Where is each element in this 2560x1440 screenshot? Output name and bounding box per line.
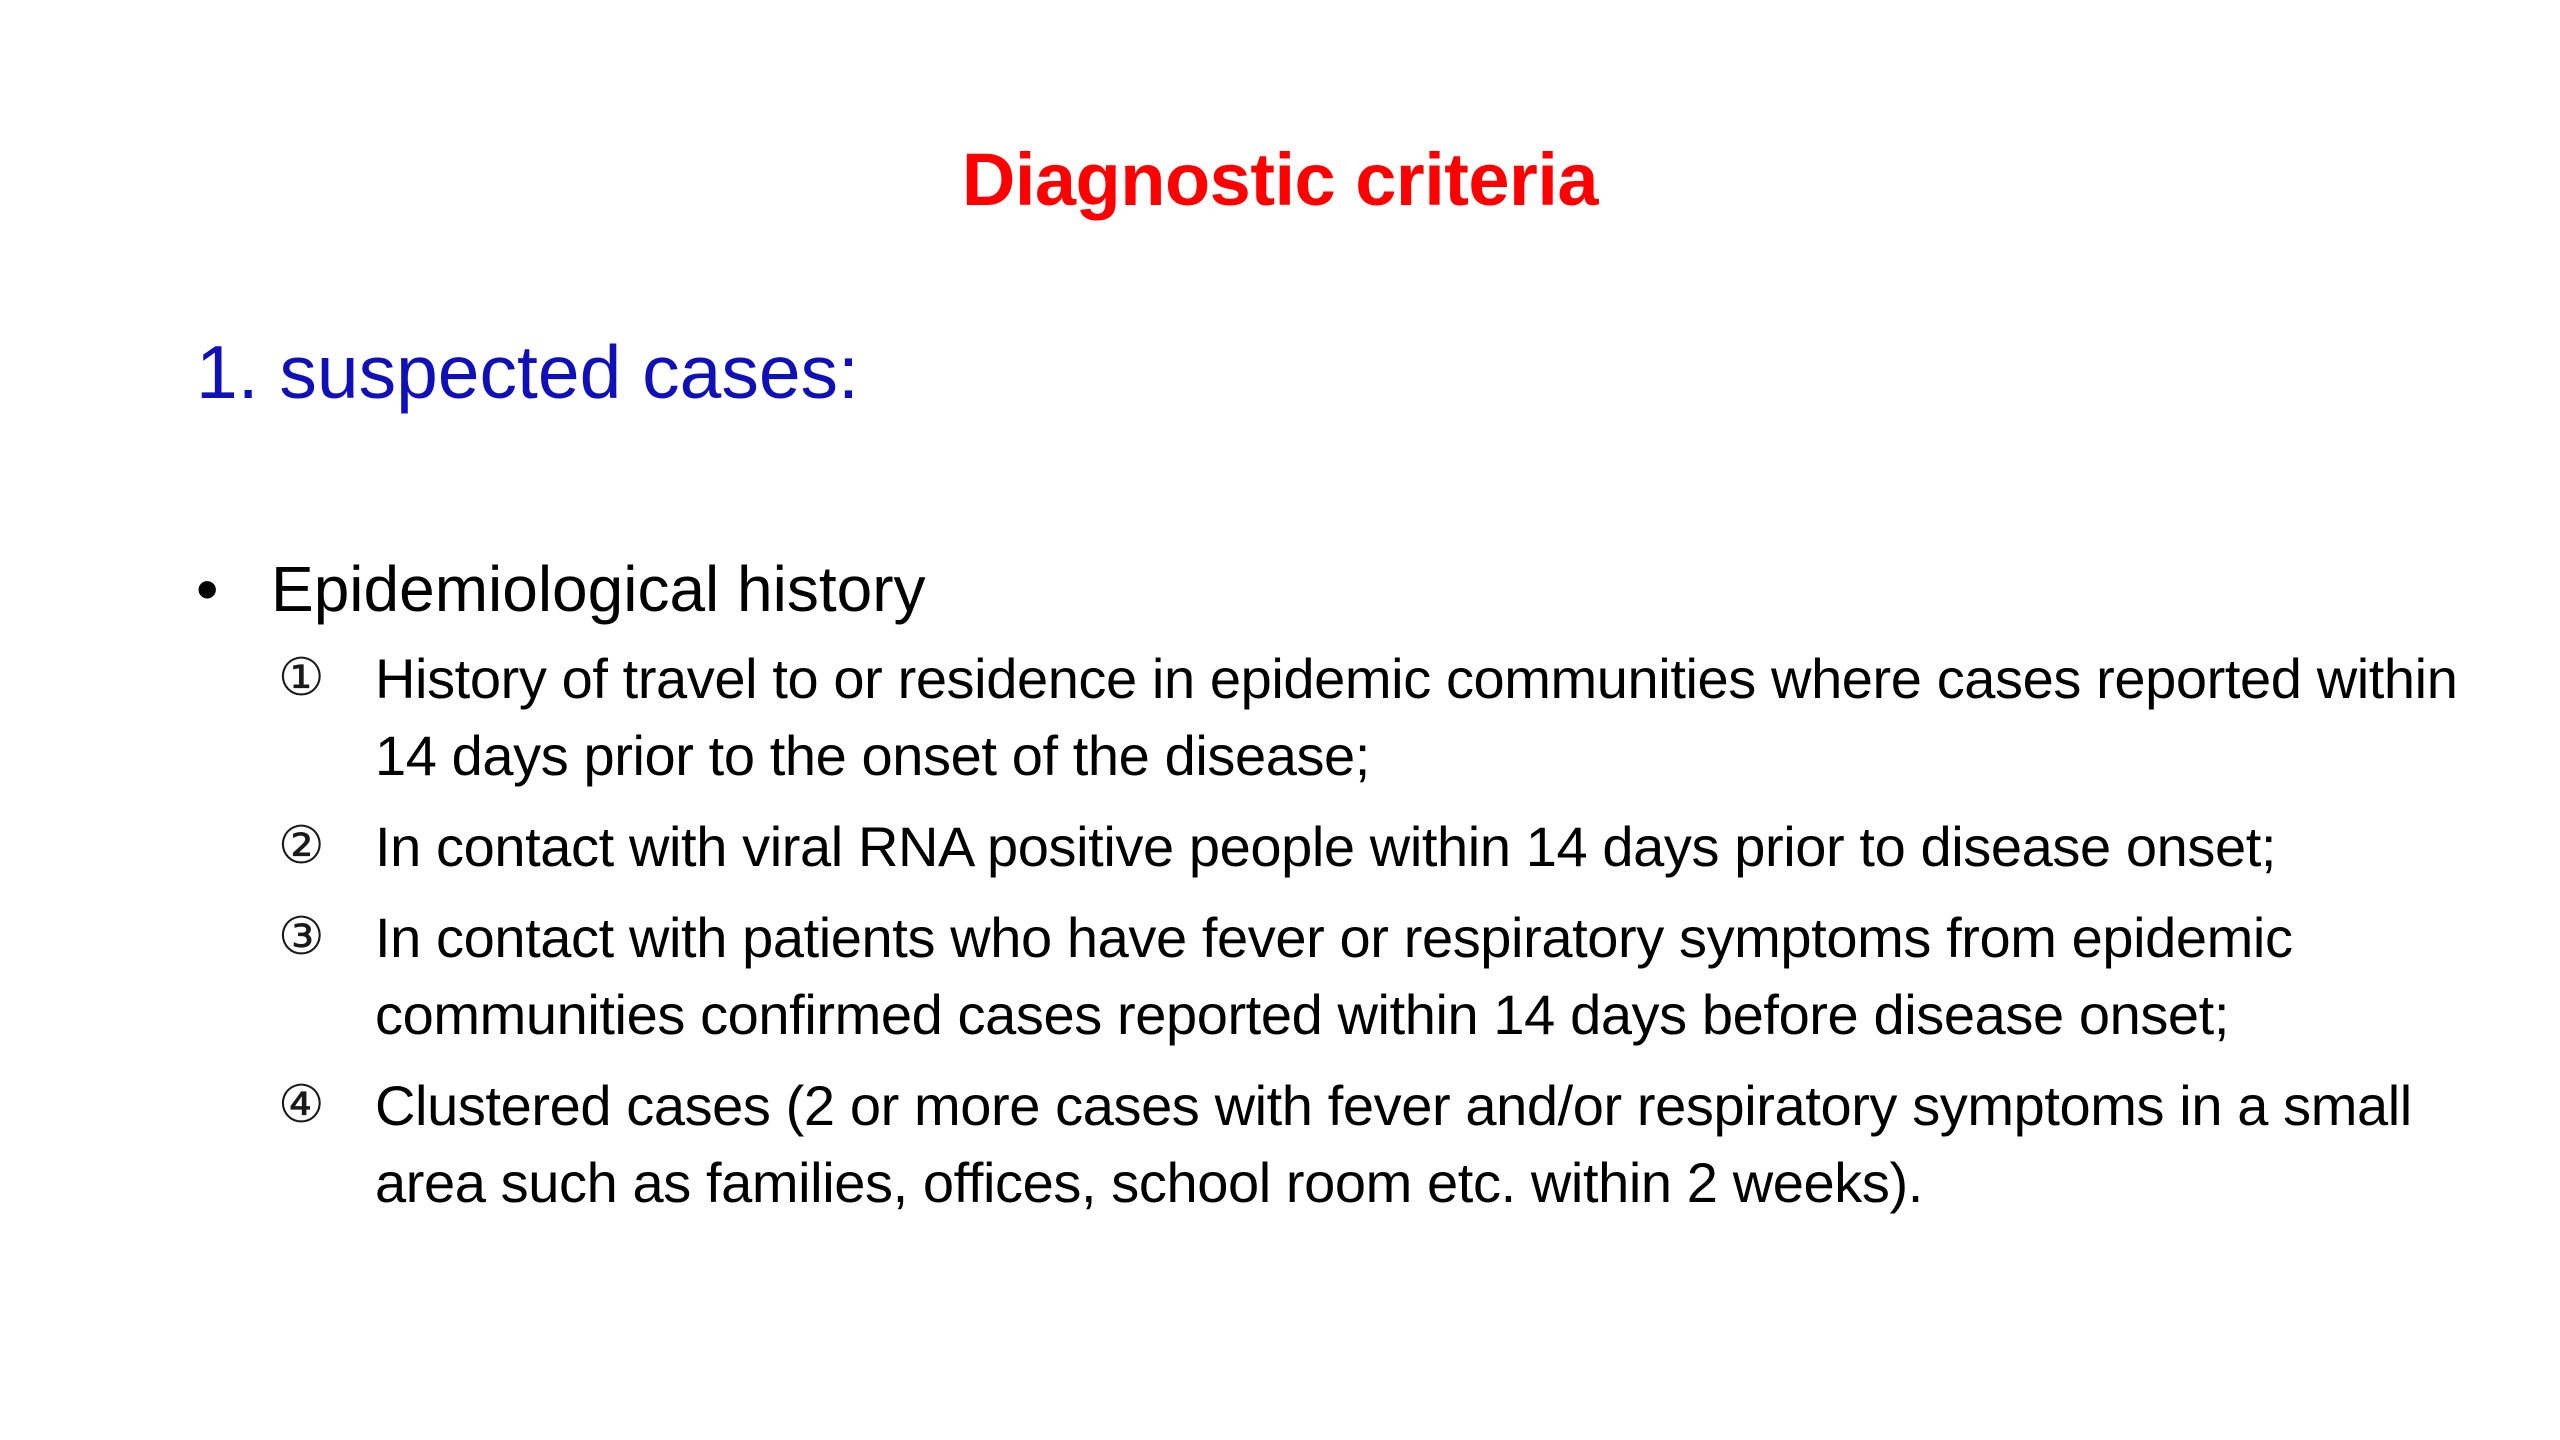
circled-number-4-icon: ④ [278, 1075, 325, 1135]
criteria-item-4 [278, 1067, 2520, 1221]
slide-title: Diagnostic criteria [961, 138, 1599, 221]
bullet-item [196, 546, 2520, 632]
criteria-text-2: In contact with viral RNA positive people within 14 days prior to disease onset; [375, 815, 2277, 878]
bullet-label: Epidemiological history [271, 553, 926, 625]
bullet-block [196, 546, 2520, 1235]
circled-number-1-icon: ① [278, 648, 325, 708]
section-heading: 1. suspected cases: [196, 330, 859, 414]
bullet-dot-icon: • [196, 553, 219, 625]
circled-number-3-icon: ③ [278, 907, 325, 967]
criteria-item-3 [278, 899, 2520, 1053]
criteria-text-1: History of travel to or residence in epidemic communities where cases reported within 14 days prior to the onset of the disease; [375, 647, 2458, 787]
criteria-text-4: Clustered cases (2 or more cases with fever and/or respiratory symptoms in a small area such as families, offices, school room etc. within 2 weeks). [375, 1074, 2412, 1214]
circled-number-2-icon: ② [278, 816, 325, 876]
criteria-list [196, 640, 2520, 1221]
criteria-item-1 [278, 640, 2520, 794]
criteria-text-3: In contact with patients who have fever or respiratory symptoms from epidemic communities confirmed cases reported within 14 days before disease onset; [375, 906, 2293, 1046]
criteria-item-2 [278, 808, 2520, 885]
